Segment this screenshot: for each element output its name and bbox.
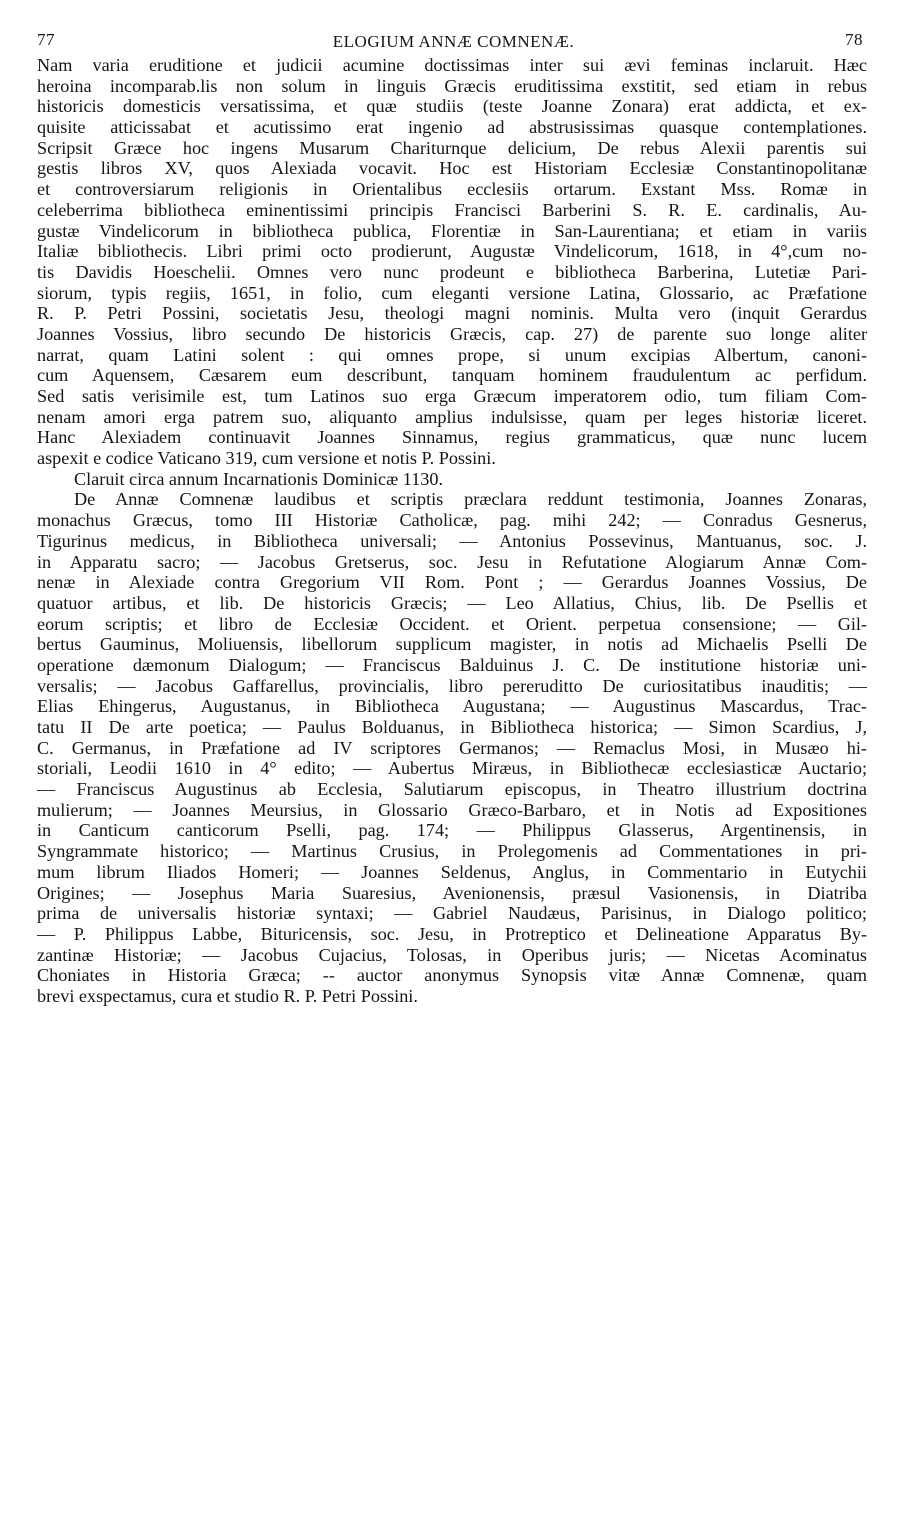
page-number-left: 77 (37, 30, 55, 49)
text-line: mulierum; — Joannes Meursius, in Glossario Græco-Barbaro, et in Notis ad Expositiones (37, 799, 867, 820)
text-line: monachus Græcus, tomo III Historiæ Catholicæ, pag. mihi 242; — Conradus Gesnerus, (37, 510, 867, 531)
paragraph (37, 469, 867, 490)
text-line: tatu II De arte poetica; — Paulus Bolduanus, in Bibliotheca historica; — Simon Scardius, J, (37, 717, 867, 737)
text-line: R. P. Petri Possini, societatis Jesu, theologi magni nominis. Multa vero (inquit Gerardus (37, 303, 867, 324)
text-line: Italiæ bibliothecis. Libri primi octo prodierunt, Augustæ Vindelicorum, 1618, in 4°,cum no- (37, 241, 867, 262)
text-line: Joannes Vossius, libro secundo De historicis Græcis, cap. 27) de parente suo longe aliter (37, 323, 867, 344)
text-line: nenæ in Alexiade contra Gregorium VII Rom. Pont ; — Gerardus Joannes Vossius, De (37, 572, 867, 593)
text-line: nenam amori erga patrem suo, aliquanto amplius indulsisse, quam per leges historiæ liceret. (37, 406, 867, 427)
text-line: quisite atticissabat et acutissimo erat ingenio ad abstrusissimas quasque contemplationes. (37, 117, 867, 138)
text-line: aspexit e codice Vaticano 319, cum versione et notis P. Possini. (37, 448, 496, 469)
text-line: Elias Ehingerus, Augustanus, in Bibliotheca Augustana; — Augustinus Mascardus, Trac- (37, 696, 867, 717)
text-line: Tigurinus medicus, in Bibliotheca universali; — Antonius Possevinus, Mantuanus, soc. J. (37, 530, 867, 551)
text-line: brevi exspectamus, cura et studio R. P. Petri Possini. (37, 985, 418, 1006)
text-line: Sed satis verisimile est, tum Latinos suo erga Græcum imperatorem odio, tum filiam Com- (37, 386, 867, 406)
text-line: et controversiarum religionis in Orientalibus ecclesiis ortarum. Exstant Mss. Romæ in (37, 179, 867, 200)
text-line: — Franciscus Augustinus ab Ecclesia, Salutiarum episcopus, in Theatro illustrium doctrina (37, 779, 867, 800)
text-line: heroina incomparab.lis non solum in linguis Græcis eruditissima exstitit, sed etiam in rebus (37, 75, 867, 96)
text-line: Syngrammate historico; — Martinus Crusius, in Prolegomenis ad Commentationes in pri- (37, 841, 867, 862)
text-line: cum Aquensem, Cæsarem eum describunt, tanquam hominem fraudulentum ac perfidum. (37, 365, 867, 386)
running-header (37, 30, 867, 52)
text-line: gestis libros XV, quos Alexiada vocavit. Hoc est Historiam Ecclesiæ Constantinopolitanæ (37, 158, 867, 179)
text-line: in Canticum canticorum Pselli, pag. 174; — Philippus Glasserus, Argentinensis, in (37, 820, 867, 841)
page-number-right: 78 (845, 30, 863, 49)
text-line: zantinæ Historiæ; — Jacobus Cujacius, Tolosas, in Operibus juris; — Nicetas Acominatus (37, 944, 867, 965)
text-line: historicis domesticis versatissima, et quæ studiis (teste Joanne Zonara) erat addicta, et ex- (37, 96, 867, 117)
text-line: in Apparatu sacro; — Jacobus Gretserus, soc. Jesu in Refutatione Alogiarum Annæ Com- (37, 551, 867, 572)
text-line: operatione dæmonum Dialogum; — Franciscus Balduinus J. C. De institutione historiæ uni- (37, 654, 867, 675)
text-line: prima de universalis historiæ syntaxi; — Gabriel Naudæus, Parisinus, in Dialogo politico; (37, 903, 867, 924)
text-line: siorum, typis regiis, 1651, in folio, cum eleganti versione Latina, Glossario, ac Præfatione (37, 282, 867, 303)
text-line: Nam varia eruditione et judicii acumine doctissimas inter sui ævi feminas inclaruit. Hæc (37, 55, 867, 75)
text-line: bertus Gauminus, Moliuensis, libellorum supplicum magister, in notis ad Michaelis Pselli De (37, 634, 867, 655)
text-line: Origines; — Josephus Maria Suaresius, Avenionensis, præsul Vasionensis, in Diatriba (37, 882, 867, 903)
text-line: versalis; — Jacobus Gaffarellus, provincialis, libro pereruditto De curiositatibus inauditis; — (37, 675, 867, 696)
text-line: storiali, Leodii 1610 in 4° edito; — Aubertus Miræus, in Bibliothecæ ecclesiasticæ Auctario; (37, 758, 867, 779)
text-line: gustæ Vindelicorum in bibliotheca publica, Florentiæ in San-Laurentiana; et etiam in variis (37, 220, 867, 241)
text-line: eorum scriptis; et libro de Ecclesiæ Occident. et Orient. perpetua consensione; — Gil- (37, 613, 867, 634)
text-line: narrat, quam Latini solent : qui omnes prope, si unum excipias Albertum, canoni- (37, 344, 867, 365)
text-line: — P. Philippus Labbe, Bituricensis, soc. Jesu, in Protreptico et Delineatione Apparatus By- (37, 923, 867, 944)
text-line: mum librum Iliados Homeri; — Joannes Seldenus, Anglus, in Commentario in Eutychii (37, 861, 867, 882)
paragraph (37, 55, 867, 469)
text-line: C. Germanus, in Præfatione ad IV scriptores Germanos; — Remaclus Mosi, in Musæo hi- (37, 737, 867, 758)
paragraph (37, 489, 867, 1006)
running-title: ELOGIUM ANNÆ COMNENÆ. (332, 32, 575, 51)
text-line: Choniates in Historia Græca; -- auctor anonymus Synopsis vitæ Annæ Comnenæ, quam (37, 965, 867, 986)
text-line: celeberrima bibliotheca eminentissimi principis Francisci Barberini S. R. E. cardinalis, Au- (37, 199, 867, 220)
text-line: quatuor artibus, et lib. De historicis Græcis; — Leo Allatius, Chius, lib. De Psellis et (37, 592, 867, 613)
text-line: tis Davidis Hoeschelii. Omnes vero nunc prodeunt e bibliotheca Barberina, Lutetiæ Pari- (37, 261, 867, 282)
text-line: De Annæ Comnenæ laudibus et scriptis præclara reddunt testimonia, Joannes Zonaras, (74, 489, 867, 510)
text-line: Claruit circa annum Incarnationis Dominicæ 1130. (74, 468, 444, 489)
body-text (37, 55, 867, 1007)
text-line: Scripsit Græce hoc ingens Musarum Chariturnque delicium, De rebus Alexii parentis sui (37, 137, 867, 158)
text-line: Hanc Alexiadem continuavit Joannes Sinnamus, regius grammaticus, quæ nunc lucem (37, 427, 867, 448)
